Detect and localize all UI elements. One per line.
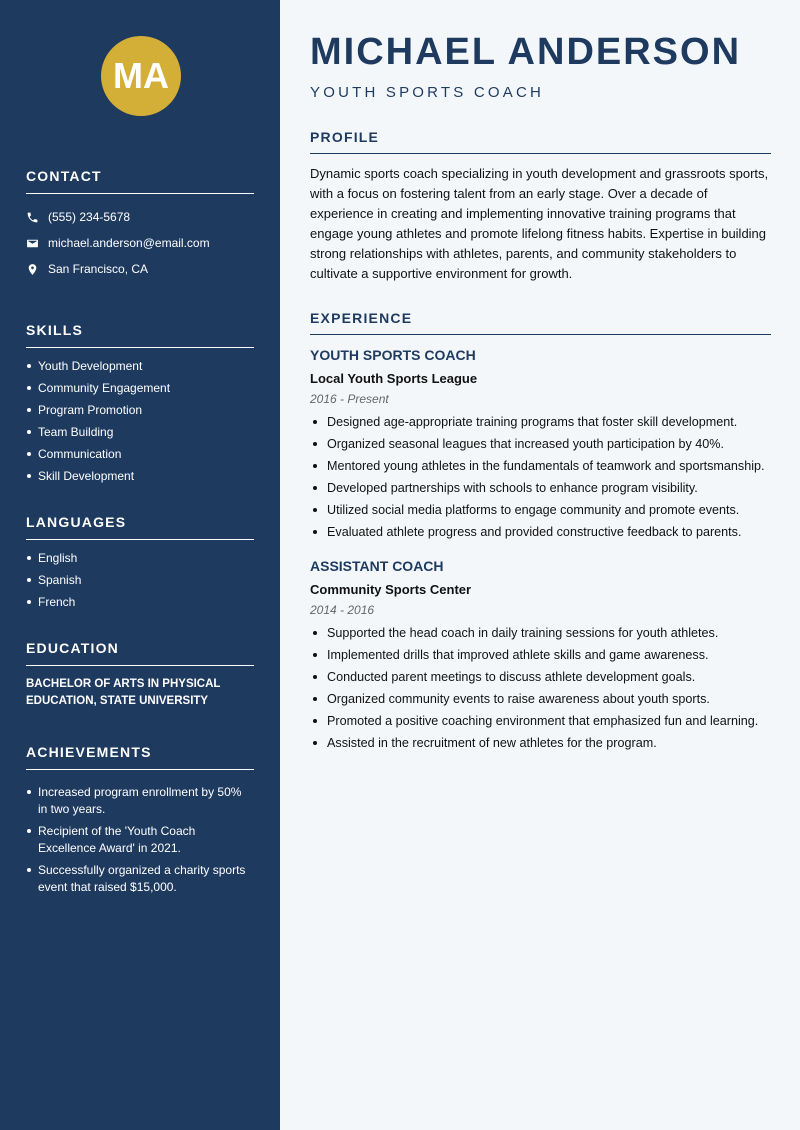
job-bullets [310, 625, 771, 751]
main-content [280, 0, 800, 1130]
profile-text: Dynamic sports coach specializing in youth development and grassroots sports, with a focus on fostering talent from an early stage. Over a decade of experience in creating and implementing innovative training programs that engage young athletes and promote lifelong fitness habits. Expertise in building strong relationships with athletes, parents, and community stakeholders to cultivate a supportive environment for growth. [310, 166, 769, 281]
sidebar [0, 0, 280, 1130]
language-item: Spanish [26, 572, 254, 588]
job-bullet: Implemented drills that improved athlete skills and game awareness. [310, 647, 771, 663]
email-icon [26, 237, 48, 250]
candidate-name: MICHAEL ANDERSON [310, 31, 742, 73]
job-bullet: Supported the head coach in daily training sessions for youth athletes. [310, 625, 771, 641]
job-bullet: Designed age-appropriate training programs that foster skill development. [310, 414, 771, 430]
skill-item: Team Building [26, 424, 254, 440]
job-entry [310, 347, 771, 540]
contact-location-text: San Francisco, CA [48, 262, 149, 276]
languages-list [26, 550, 254, 610]
location-pin-icon [26, 263, 48, 276]
job-entry [310, 558, 771, 751]
achievements-section [26, 744, 254, 896]
experience-section [310, 310, 771, 751]
education-degree: BACHELOR OF ARTS IN PHYSICAL EDUCATION, STATE UNIVERSITY [26, 678, 221, 707]
phone-icon [26, 211, 48, 224]
candidate-title: YOUTH SPORTS COACH [310, 84, 545, 101]
languages-heading: LANGUAGES [26, 514, 254, 540]
skill-item: Community Engagement [26, 380, 254, 396]
achievements-list [26, 784, 254, 896]
job-bullet: Organized seasonal leagues that increased youth participation by 40%. [310, 436, 771, 452]
job-role: ASSISTANT COACH [310, 558, 444, 574]
job-bullet: Organized community events to raise awareness about youth sports. [310, 691, 771, 707]
job-dates: 2016 - Present [310, 392, 389, 406]
languages-section [26, 514, 254, 610]
skills-heading: SKILLS [26, 322, 254, 348]
job-company: Local Youth Sports League [310, 371, 478, 386]
contact-location [26, 256, 254, 282]
profile-section [310, 129, 771, 284]
job-bullet: Conducted parent meetings to discuss athlete development goals. [310, 669, 771, 685]
experience-heading: EXPERIENCE [310, 310, 771, 335]
contact-heading: CONTACT [26, 168, 254, 194]
contact-phone [26, 204, 254, 230]
profile-heading: PROFILE [310, 129, 771, 154]
job-company: Community Sports Center [310, 582, 472, 597]
job-bullet: Assisted in the recruitment of new athletes for the program. [310, 735, 771, 751]
achievement-item: Increased program enrollment by 50% in two years. [26, 784, 254, 818]
skills-list [26, 358, 254, 484]
contact-email-text: michael.anderson@email.com [48, 236, 210, 250]
contact-email [26, 230, 254, 256]
language-item: French [26, 594, 254, 610]
skill-item: Skill Development [26, 468, 254, 484]
skill-item: Communication [26, 446, 254, 462]
contact-section [26, 168, 254, 282]
language-item: English [26, 550, 254, 566]
job-bullet: Promoted a positive coaching environment that emphasized fun and learning. [310, 713, 771, 729]
achievement-item: Successfully organized a charity sports event that raised $15,000. [26, 862, 254, 896]
job-bullet: Mentored young athletes in the fundamentals of teamwork and sportsmanship. [310, 458, 771, 474]
job-bullet: Evaluated athlete progress and provided constructive feedback to parents. [310, 524, 771, 540]
job-role: YOUTH SPORTS COACH [310, 347, 476, 363]
job-bullets [310, 414, 771, 540]
achievement-item: Recipient of the 'Youth Coach Excellence Award' in 2021. [26, 823, 254, 857]
job-bullet: Developed partnerships with schools to enhance program visibility. [310, 480, 771, 496]
education-section [26, 640, 254, 710]
job-dates: 2014 - 2016 [310, 603, 375, 617]
skills-section [26, 322, 254, 484]
contact-phone-text: (555) 234-5678 [48, 210, 131, 224]
skill-item: Program Promotion [26, 402, 254, 418]
skill-item: Youth Development [26, 358, 254, 374]
job-bullet: Utilized social media platforms to engage community and promote events. [310, 502, 771, 518]
achievements-heading: ACHIEVEMENTS [26, 744, 254, 770]
education-heading: EDUCATION [26, 640, 254, 666]
avatar-initials: MA [101, 36, 181, 116]
